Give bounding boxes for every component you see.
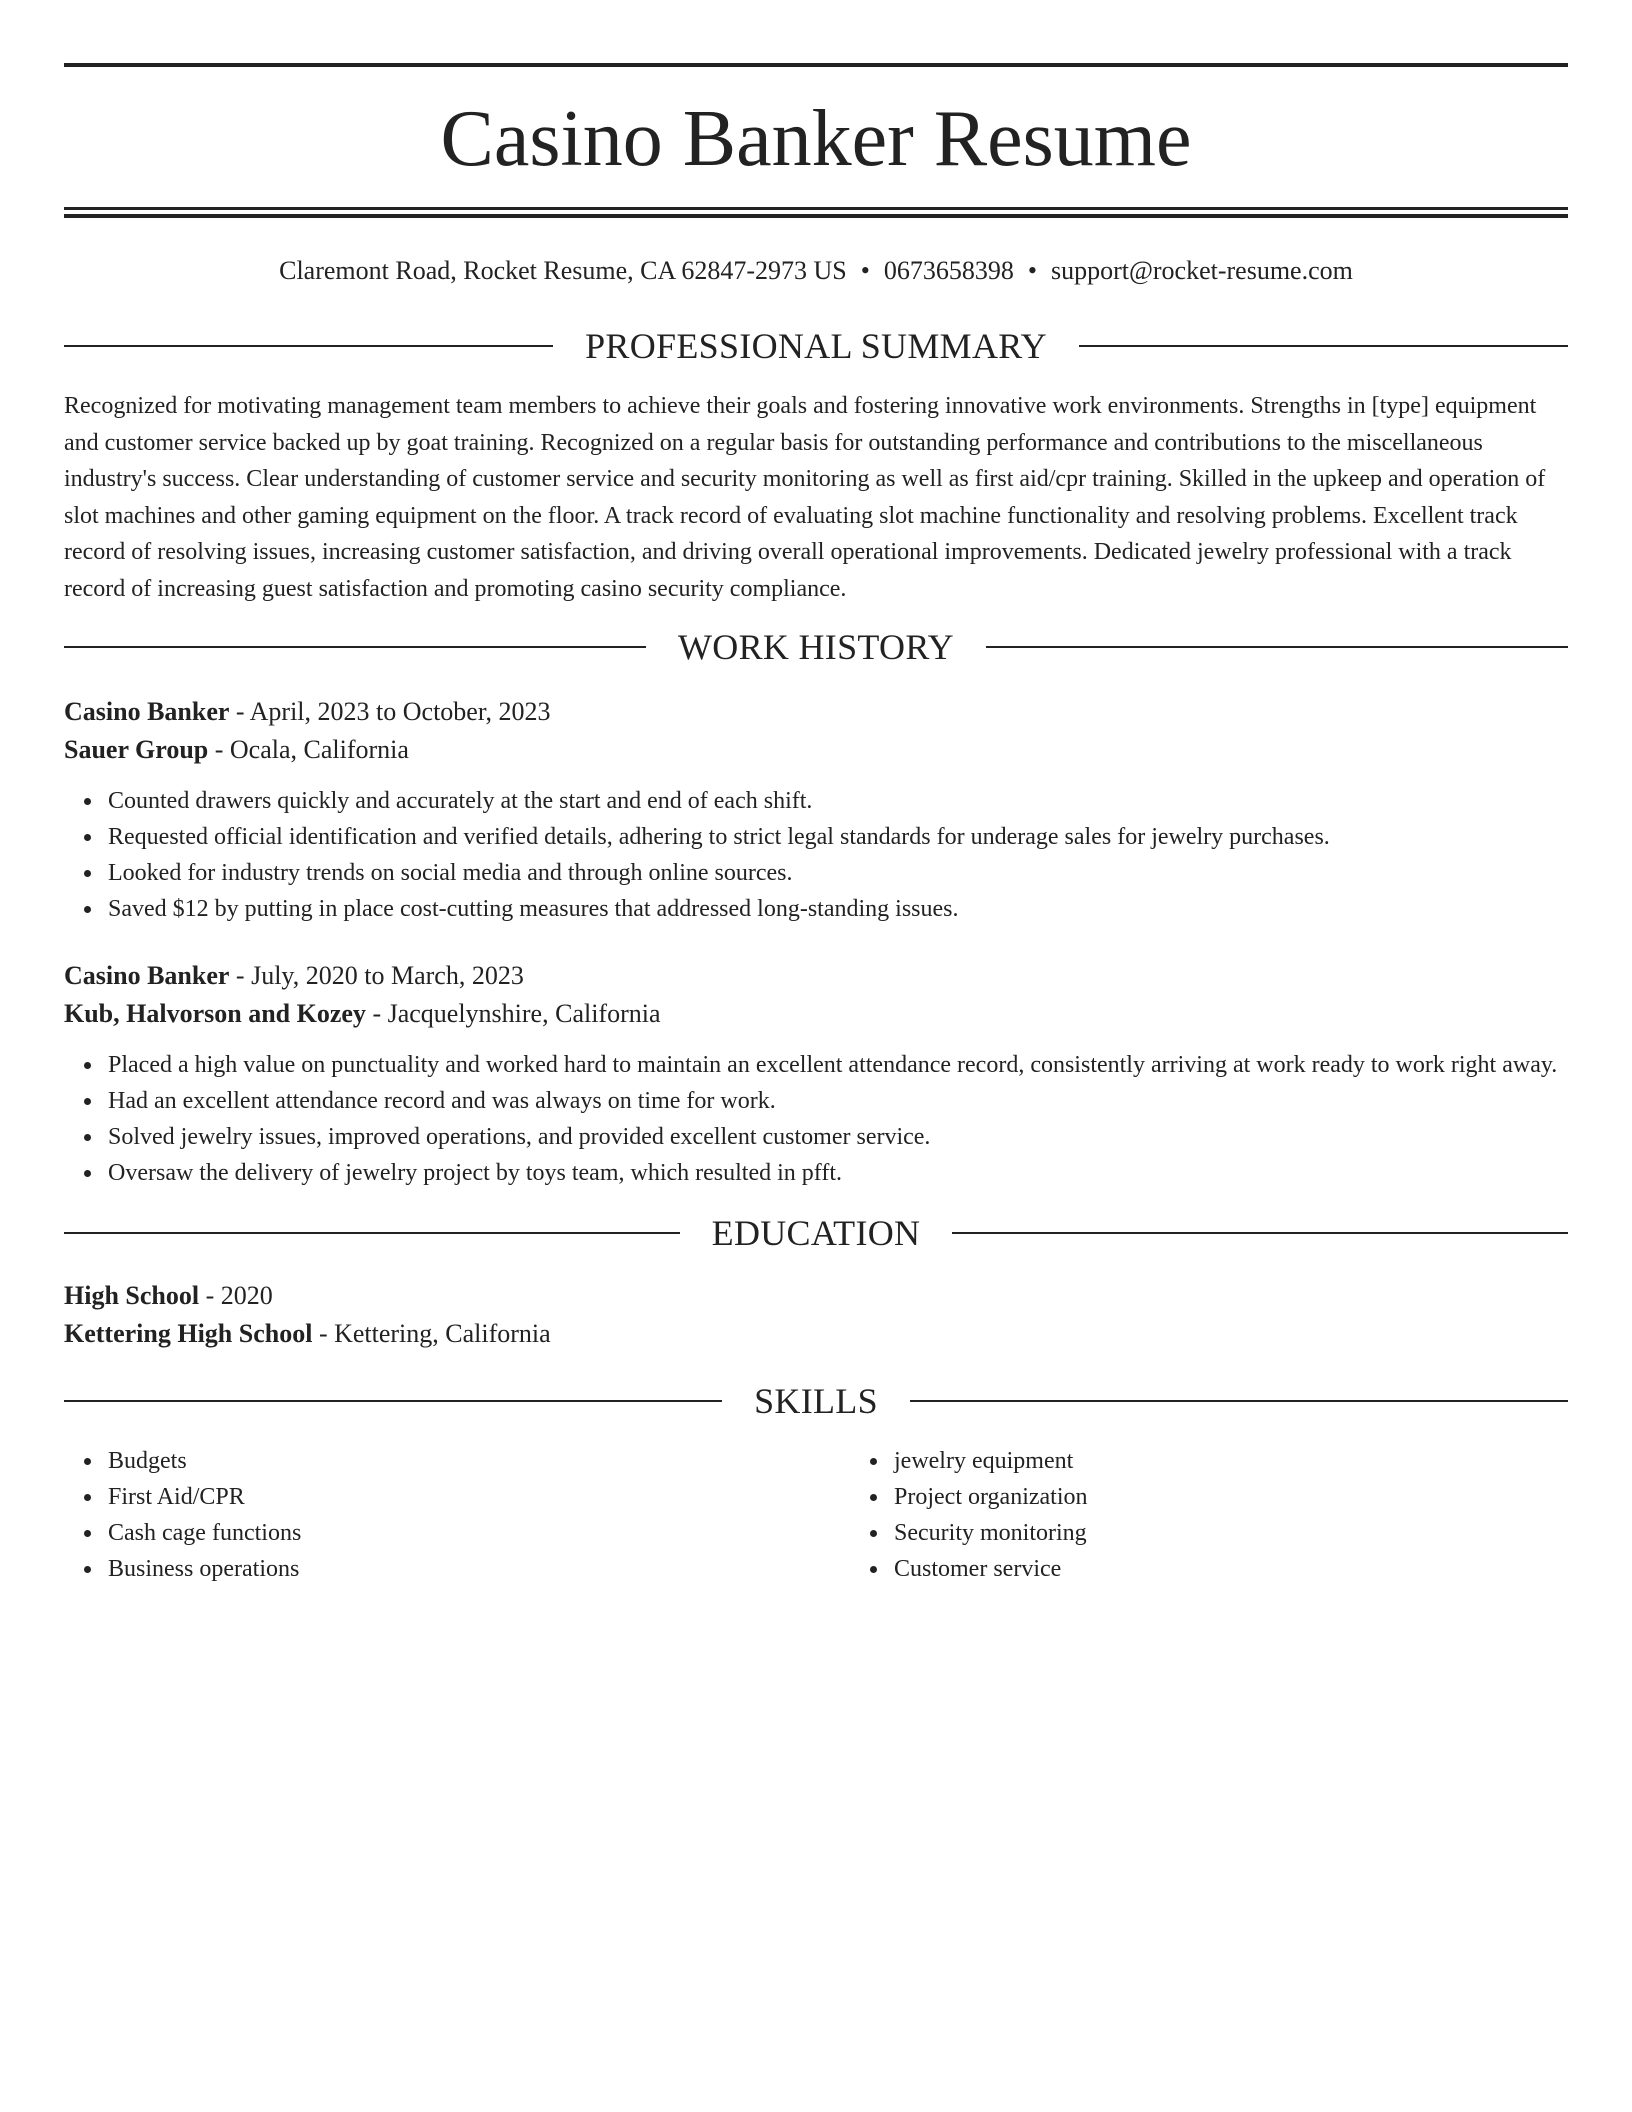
contact-separator: • — [860, 256, 870, 285]
job-location: - Jacquelynshire, California — [365, 999, 661, 1028]
job-company-line — [64, 995, 1568, 1033]
job-entry — [64, 957, 1568, 1191]
skill-item: Security monitoring — [894, 1515, 1632, 1551]
list-item: Requested official identification and verified details, adhering to strict legal standards for underage sales for jewelry purchases. — [108, 819, 1568, 855]
education-school-line — [64, 1315, 1568, 1353]
header-top-rule — [64, 63, 1568, 67]
contact-phone: 0673658398 — [883, 256, 1014, 285]
work-section-heading — [64, 627, 1568, 667]
job-company: Kub, Halvorson and Kozey — [64, 999, 366, 1028]
resume-title: Casino Banker Resume — [440, 95, 1192, 183]
education-degree-line — [64, 1277, 1568, 1315]
education-school: Kettering High School — [64, 1319, 313, 1348]
job-bullet-list — [64, 783, 1568, 927]
job-title: Casino Banker — [64, 961, 230, 990]
job-title-line — [64, 957, 1568, 995]
list-item: Placed a high value on punctuality and worked hard to maintain an excellent attendance record, consistently arriving at work ready to work right away. — [108, 1047, 1568, 1083]
skills-heading-label: SKILLS — [754, 1381, 878, 1421]
contact-line — [64, 254, 1568, 288]
heading-rule-left — [64, 1400, 722, 1402]
skill-item: First Aid/CPR — [108, 1479, 850, 1515]
job-title-line — [64, 693, 1568, 731]
heading-rule-right — [1079, 345, 1568, 347]
summary-heading-label: PROFESSIONAL SUMMARY — [585, 326, 1047, 366]
job-company: Sauer Group — [64, 735, 209, 764]
skill-item: Customer service — [894, 1551, 1632, 1587]
work-heading-label: WORK HISTORY — [678, 627, 954, 667]
job-location: - Ocala, California — [208, 735, 409, 764]
job-dates: - April, 2023 to October, 2023 — [229, 697, 551, 726]
skill-item: Budgets — [108, 1443, 850, 1479]
heading-rule-left — [64, 345, 553, 347]
summary-text: Recognized for motivating management team members to achieve their goals and fostering innovative work environments. Strengths in [type] equipment and customer service backed up by goat training. Recognized on a regular basis for outstanding performance and contributions to the miscellaneous industry's success. Clear understanding of customer service and security monitoring as well as first aid/cpr training. Skilled in the upkeep and operation of slot machines and other gaming equipment on the floor. A track record of evaluating slot machine functionality and resolving problems. Excellent track record of resolving issues, increasing customer satisfaction, and driving overall operational improvements. Dedicated jewelry professional with a track record of increasing guest satisfaction and promoting casino security compliance. — [64, 393, 1546, 602]
list-item: Saved $12 by putting in place cost-cutting measures that addressed long-standing issues. — [108, 891, 1568, 927]
job-company-line — [64, 731, 1568, 769]
job-title: Casino Banker — [64, 697, 230, 726]
job-dates: - July, 2020 to March, 2023 — [229, 961, 524, 990]
education-entry — [64, 1277, 1568, 1353]
heading-rule-right — [986, 646, 1568, 648]
heading-rule-left — [64, 1232, 680, 1234]
contact-address: Claremont Road, Rocket Resume, CA 62847-2973 US — [279, 256, 847, 285]
list-item: Solved jewelry issues, improved operations, and provided excellent customer service. — [108, 1119, 1568, 1155]
list-item: Looked for industry trends on social media and through online sources. — [108, 855, 1568, 891]
list-item: Had an excellent attendance record and was always on time for work. — [108, 1083, 1568, 1119]
skills-list-right — [850, 1443, 1632, 1587]
contact-separator: • — [1027, 256, 1037, 285]
education-location: - Kettering, California — [312, 1319, 551, 1348]
heading-rule-left — [64, 646, 646, 648]
header-double-rule — [64, 207, 1568, 218]
job-entry — [64, 693, 1568, 927]
skill-item: Project organization — [894, 1479, 1632, 1515]
skills-section-heading — [64, 1381, 1568, 1421]
skill-item: Business operations — [108, 1551, 850, 1587]
job-bullet-list — [64, 1047, 1568, 1191]
contact-email: support@rocket-resume.com — [1050, 256, 1353, 285]
education-heading-label: EDUCATION — [711, 1213, 921, 1253]
heading-rule-right — [952, 1232, 1568, 1234]
skill-item: Cash cage functions — [108, 1515, 850, 1551]
skill-item: jewelry equipment — [894, 1443, 1632, 1479]
education-degree: High School — [64, 1281, 200, 1310]
list-item: Oversaw the delivery of jewelry project by toys team, which resulted in pfft. — [108, 1155, 1568, 1191]
summary-section-heading — [64, 326, 1568, 366]
education-year: - 2020 — [199, 1281, 273, 1310]
list-item: Counted drawers quickly and accurately at the start and end of each shift. — [108, 783, 1568, 819]
skills-list-left — [64, 1443, 850, 1587]
education-section-heading — [64, 1213, 1568, 1253]
skills-columns — [64, 1443, 1568, 1587]
heading-rule-right — [910, 1400, 1568, 1402]
